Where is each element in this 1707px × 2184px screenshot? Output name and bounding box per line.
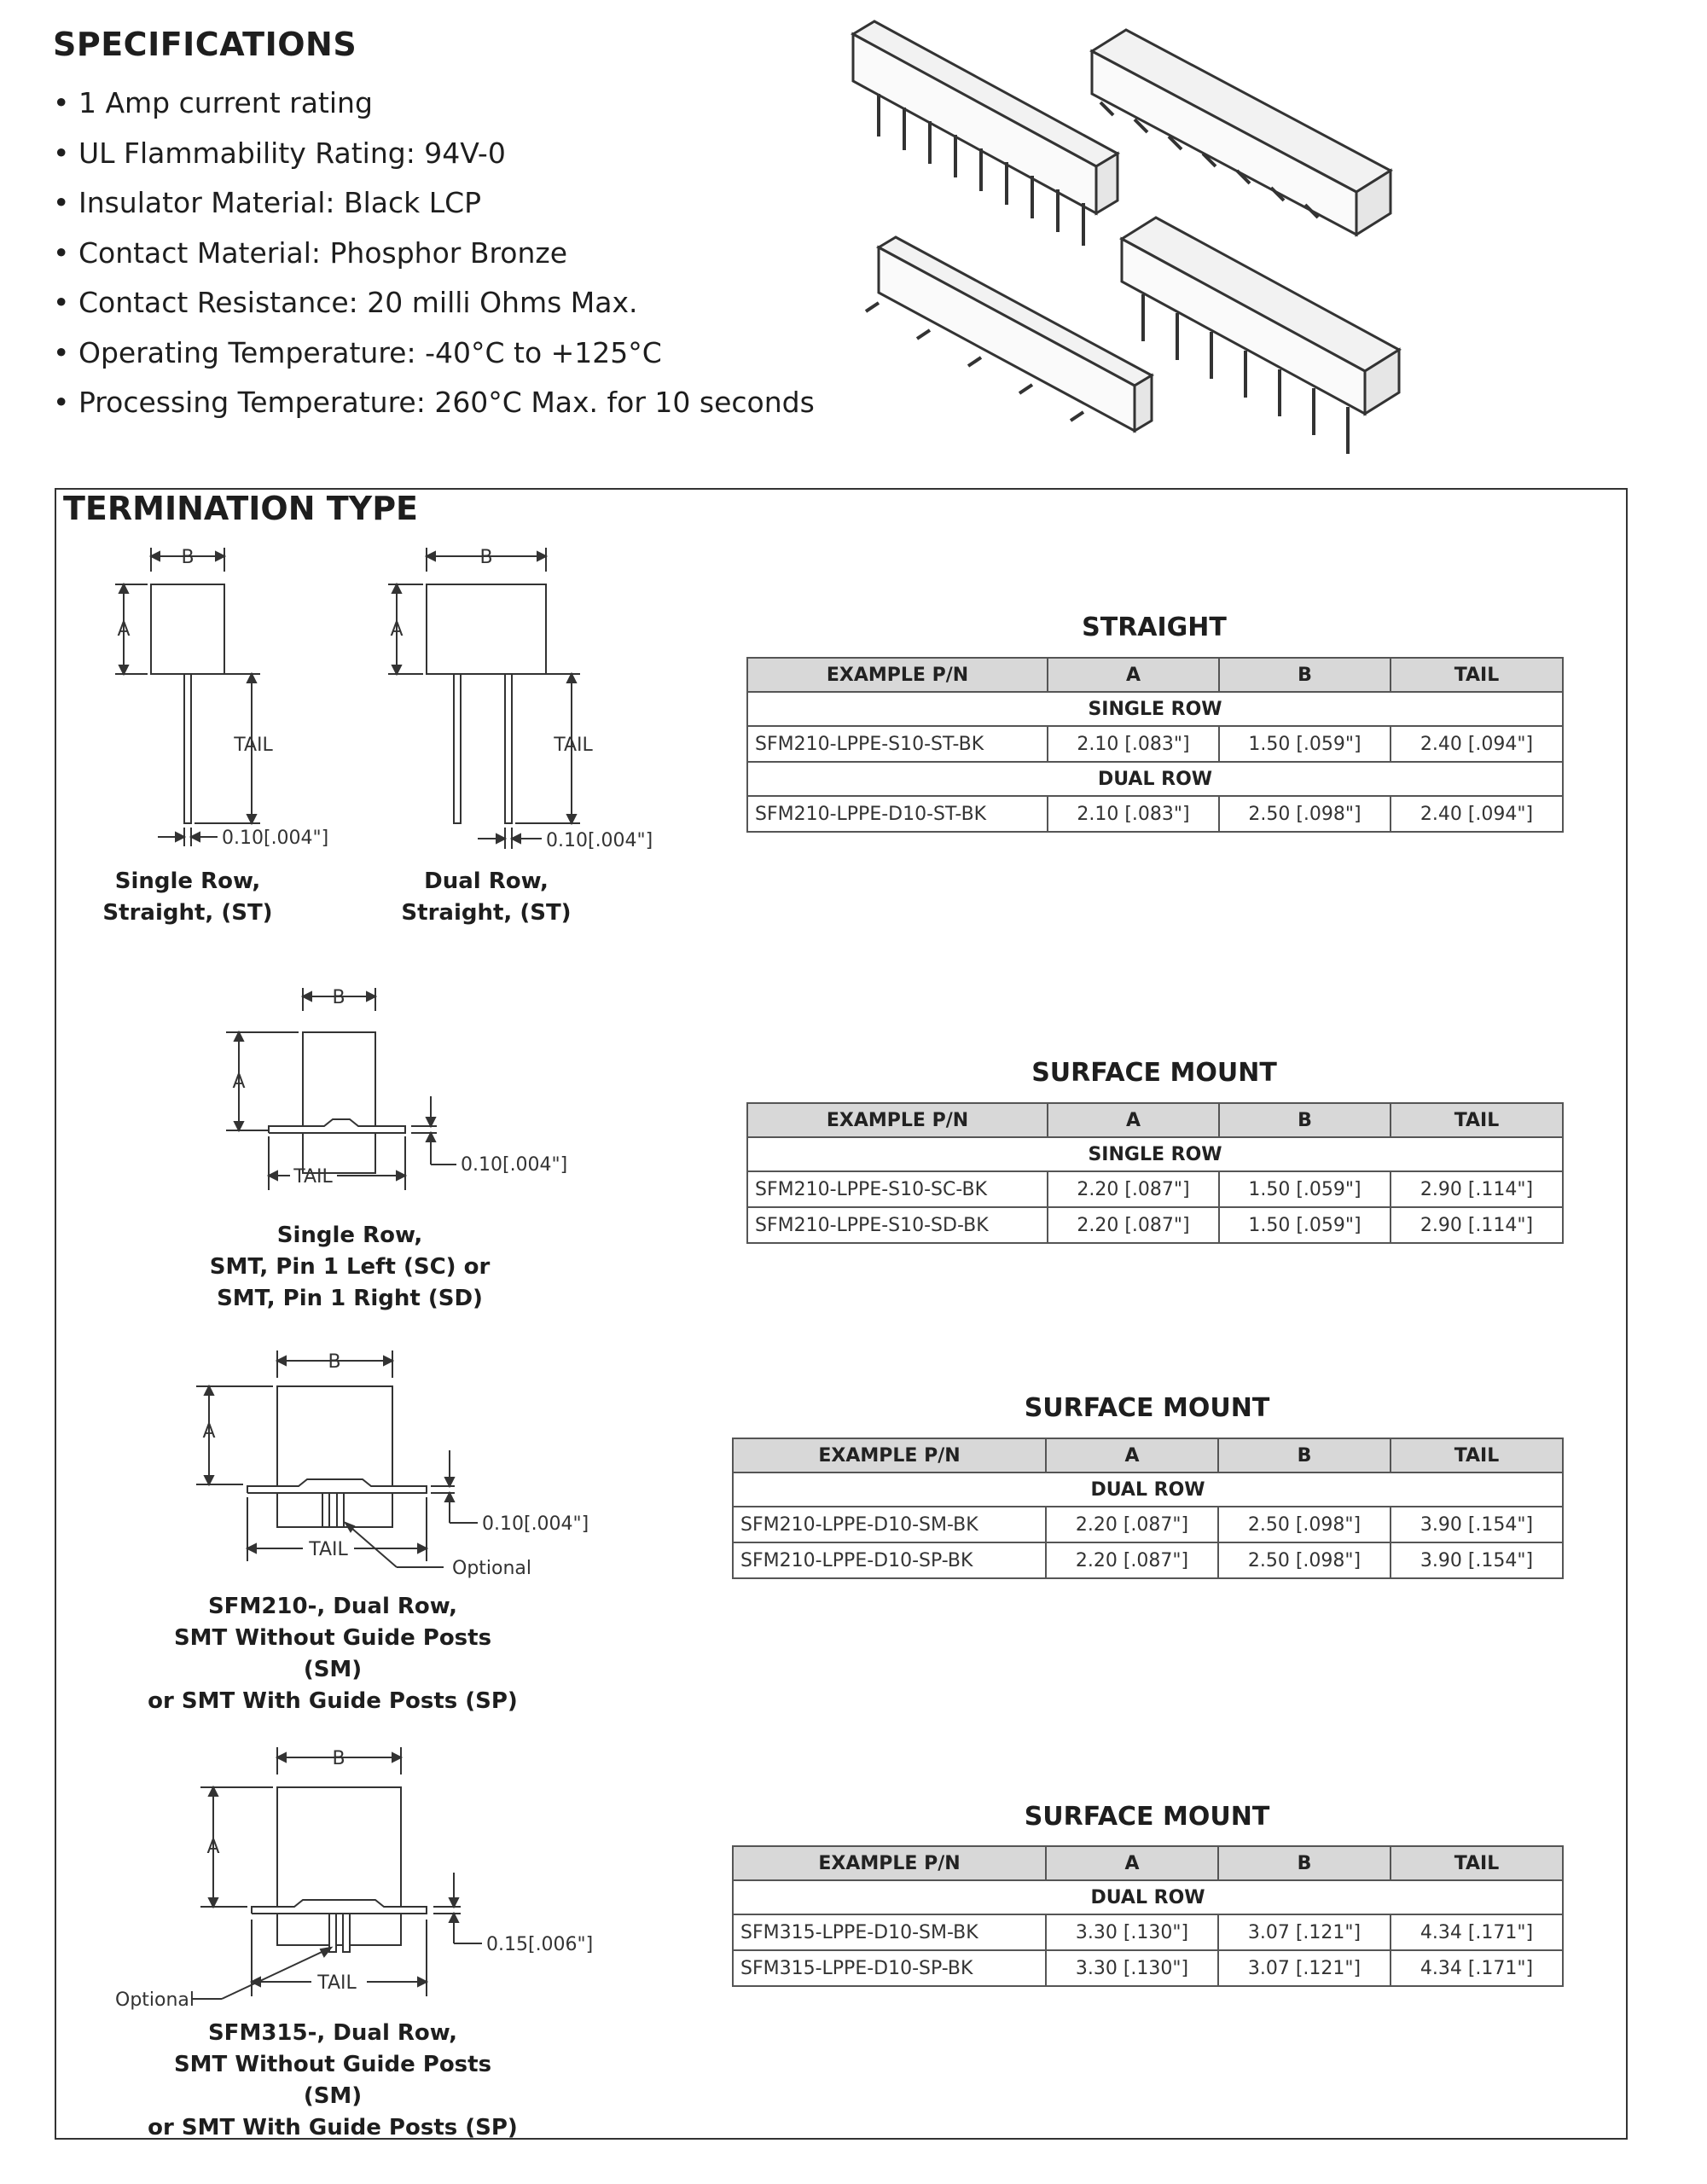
cell-a: 2.20 [.087"] — [1046, 1507, 1218, 1542]
column-header-tail: TAIL — [1391, 1103, 1563, 1137]
connector-dual-row-straight — [1122, 218, 1399, 454]
caption-line: SFM210-, Dual Row, — [207, 1594, 458, 1619]
caption-line: or SMT With Guide Posts (SP) — [148, 2115, 518, 2140]
cell-part-number: SFM210-LPPE-S10-SC-BK — [747, 1171, 1048, 1207]
cell-b: 2.50 [.098"] — [1218, 1542, 1391, 1578]
cell-a: 3.30 [.130"] — [1046, 1950, 1218, 1986]
column-header-part-number: EXAMPLE P/N — [747, 658, 1048, 692]
cell-a: 2.10 [.083"] — [1048, 726, 1219, 762]
group-label-single-row: SINGLE ROW — [747, 1137, 1563, 1171]
table-row — [733, 1507, 1563, 1542]
caption-line: Single Row, — [114, 868, 261, 894]
table-header-row — [733, 1438, 1563, 1472]
table-row — [747, 1207, 1563, 1243]
cell-part-number: SFM210-LPPE-S10-ST-BK — [747, 726, 1048, 762]
column-header-b: B — [1219, 658, 1391, 692]
cell-a: 2.20 [.087"] — [1048, 1171, 1219, 1207]
dimension-a-label: A — [390, 619, 404, 641]
caption-line: SFM315-, Dual Row, — [207, 2020, 458, 2046]
specifications-list — [53, 78, 815, 428]
column-header-a: A — [1048, 1103, 1219, 1137]
cell-tail: 4.34 [.171"] — [1391, 1914, 1563, 1950]
cell-part-number: SFM210-LPPE-D10-ST-BK — [747, 796, 1048, 832]
spec-item: • 1 Amp current rating — [53, 78, 815, 129]
spec-item: • Insulator Material: Black LCP — [53, 178, 815, 229]
cell-a: 2.20 [.087"] — [1046, 1542, 1218, 1578]
group-label-dual-row: DUAL ROW — [747, 762, 1563, 796]
cell-tail: 2.40 [.094"] — [1391, 796, 1563, 832]
caption-line: Straight, (ST) — [102, 900, 273, 926]
dimension-thickness-label: 0.10[.004"] — [482, 1513, 589, 1535]
table-row — [747, 726, 1563, 762]
table-row — [747, 796, 1563, 832]
dimension-tail-label: TAIL — [554, 735, 593, 756]
caption-line: Single Row, — [276, 1223, 423, 1248]
cell-b: 1.50 [.059"] — [1219, 726, 1391, 762]
spec-item: • Contact Resistance: 20 milli Ohms Max. — [53, 278, 815, 328]
cell-b: 1.50 [.059"] — [1219, 1171, 1391, 1207]
straight-table-title: STRAIGHT — [1082, 613, 1227, 642]
cell-tail: 3.90 [.154"] — [1391, 1507, 1563, 1542]
caption-line: SMT, Pin 1 Left (SC) or — [209, 1254, 491, 1280]
caption-line: SMT Without Guide Posts (SM) — [173, 1625, 492, 1682]
table-row — [733, 1914, 1563, 1950]
dimension-a-label: A — [202, 1421, 216, 1443]
cell-part-number: SFM210-LPPE-S10-SD-BK — [747, 1207, 1048, 1243]
cell-part-number: SFM315-LPPE-D10-SP-BK — [733, 1950, 1046, 1986]
caption-single-row-smt — [196, 1220, 503, 1315]
spec-item: • Operating Temperature: -40°C to +125°C — [53, 328, 815, 379]
diagram-dual-row-straight — [375, 537, 691, 857]
smt-315-dual-table-title: SURFACE MOUNT — [1024, 1802, 1270, 1832]
cell-tail: 2.90 [.114"] — [1391, 1207, 1563, 1243]
optional-label: Optional — [452, 1558, 532, 1579]
column-header-tail: TAIL — [1391, 658, 1563, 692]
table-row — [747, 1171, 1563, 1207]
caption-line: SMT, Pin 1 Right (SD) — [217, 1286, 483, 1311]
column-header-tail: TAIL — [1391, 1438, 1563, 1472]
specifications-title: SPECIFICATIONS — [53, 26, 357, 63]
caption-line: Straight, (ST) — [401, 900, 572, 926]
column-header-b: B — [1218, 1846, 1391, 1880]
cell-a: 2.20 [.087"] — [1048, 1207, 1219, 1243]
dimension-thickness-label: 0.10[.004"] — [461, 1154, 568, 1176]
cell-part-number: SFM210-LPPE-D10-SP-BK — [733, 1542, 1046, 1578]
table-group-row — [747, 1137, 1563, 1171]
dimension-a-label: A — [232, 1072, 246, 1093]
cell-part-number: SFM210-LPPE-D10-SM-BK — [733, 1507, 1046, 1542]
cell-tail: 3.90 [.154"] — [1391, 1542, 1563, 1578]
diagram-single-row-straight — [98, 537, 371, 857]
spec-item: • UL Flammability Rating: 94V-0 — [53, 129, 815, 179]
connector-illustration — [845, 9, 1442, 461]
cell-tail: 2.40 [.094"] — [1391, 726, 1563, 762]
connector-dual-row-smt — [1092, 30, 1391, 235]
table-group-row — [733, 1880, 1563, 1914]
caption-dual-row-straight — [375, 866, 597, 929]
dimension-thickness-label: 0.10[.004"] — [546, 830, 653, 851]
dimension-b-label: B — [479, 547, 493, 568]
table-group-row — [733, 1472, 1563, 1507]
table-row — [733, 1542, 1563, 1578]
dimension-b-label: B — [332, 1748, 345, 1769]
dimension-b-label: B — [332, 987, 345, 1008]
group-label-single-row: SINGLE ROW — [747, 692, 1563, 726]
spec-item: • Contact Material: Phosphor Bronze — [53, 229, 815, 279]
cell-b: 1.50 [.059"] — [1219, 1207, 1391, 1243]
group-label-dual-row: DUAL ROW — [733, 1472, 1563, 1507]
straight-table — [746, 657, 1564, 833]
group-label-dual-row: DUAL ROW — [733, 1880, 1563, 1914]
smt-315-dual-row-table — [732, 1845, 1564, 1987]
column-header-part-number: EXAMPLE P/N — [733, 1846, 1046, 1880]
cell-b: 3.07 [.121"] — [1218, 1914, 1391, 1950]
cell-b: 2.50 [.098"] — [1219, 796, 1391, 832]
cell-b: 2.50 [.098"] — [1218, 1507, 1391, 1542]
column-header-a: A — [1046, 1846, 1218, 1880]
dimension-tail-label: TAIL — [317, 1972, 357, 1994]
column-header-b: B — [1218, 1438, 1391, 1472]
smt-210-dual-table-title: SURFACE MOUNT — [1024, 1393, 1270, 1423]
cell-a: 2.10 [.083"] — [1048, 796, 1219, 832]
column-header-tail: TAIL — [1391, 1846, 1563, 1880]
smt-210-dual-row-table — [732, 1438, 1564, 1579]
cell-a: 3.30 [.130"] — [1046, 1914, 1218, 1950]
column-header-b: B — [1219, 1103, 1391, 1137]
table-group-row — [747, 762, 1563, 796]
dimension-a-label: A — [117, 619, 131, 641]
dimension-tail-label: TAIL — [234, 735, 273, 756]
smt-single-table-title: SURFACE MOUNT — [1031, 1058, 1277, 1088]
diagram-sfm210-dual-smt — [183, 1344, 627, 1603]
cell-part-number: SFM315-LPPE-D10-SM-BK — [733, 1914, 1046, 1950]
table-header-row — [747, 658, 1563, 692]
cell-b: 3.07 [.121"] — [1218, 1950, 1391, 1986]
column-header-a: A — [1048, 658, 1219, 692]
smt-single-row-table — [746, 1102, 1564, 1244]
optional-label: Optional — [115, 1989, 195, 2011]
caption-line: SMT Without Guide Posts (SM) — [173, 2052, 492, 2109]
table-group-row — [747, 692, 1563, 726]
dimension-thickness-label: 0.10[.004"] — [222, 828, 329, 849]
cell-tail: 2.90 [.114"] — [1391, 1171, 1563, 1207]
column-header-part-number: EXAMPLE P/N — [733, 1438, 1046, 1472]
table-header-row — [733, 1846, 1563, 1880]
dimension-b-label: B — [181, 547, 195, 568]
dimension-tail-label: TAIL — [309, 1539, 348, 1560]
dimension-tail-label: TAIL — [293, 1166, 333, 1188]
caption-line: Dual Row, — [424, 868, 549, 894]
column-header-part-number: EXAMPLE P/N — [747, 1103, 1048, 1137]
connector-single-row-smt — [866, 237, 1152, 431]
spec-item: • Processing Temperature: 260°C Max. for 10 seconds — [53, 378, 815, 428]
termination-type-title: TERMINATION TYPE — [63, 490, 418, 527]
cell-tail: 4.34 [.171"] — [1391, 1950, 1563, 1986]
caption-sfm315-dual-smt — [145, 2018, 520, 2144]
caption-line: or SMT With Guide Posts (SP) — [148, 1688, 518, 1714]
table-row — [733, 1950, 1563, 1986]
caption-single-row-straight — [81, 866, 294, 929]
dimension-b-label: B — [328, 1351, 341, 1373]
table-header-row — [747, 1103, 1563, 1137]
connector-single-row-straight — [853, 21, 1118, 246]
dimension-a-label: A — [206, 1837, 220, 1858]
diagram-sfm315-dual-smt — [111, 1740, 623, 2017]
diagram-single-row-smt — [213, 981, 606, 1198]
dimension-thickness-label: 0.15[.006"] — [486, 1934, 594, 1955]
column-header-a: A — [1046, 1438, 1218, 1472]
caption-sfm210-dual-smt — [145, 1591, 520, 1717]
